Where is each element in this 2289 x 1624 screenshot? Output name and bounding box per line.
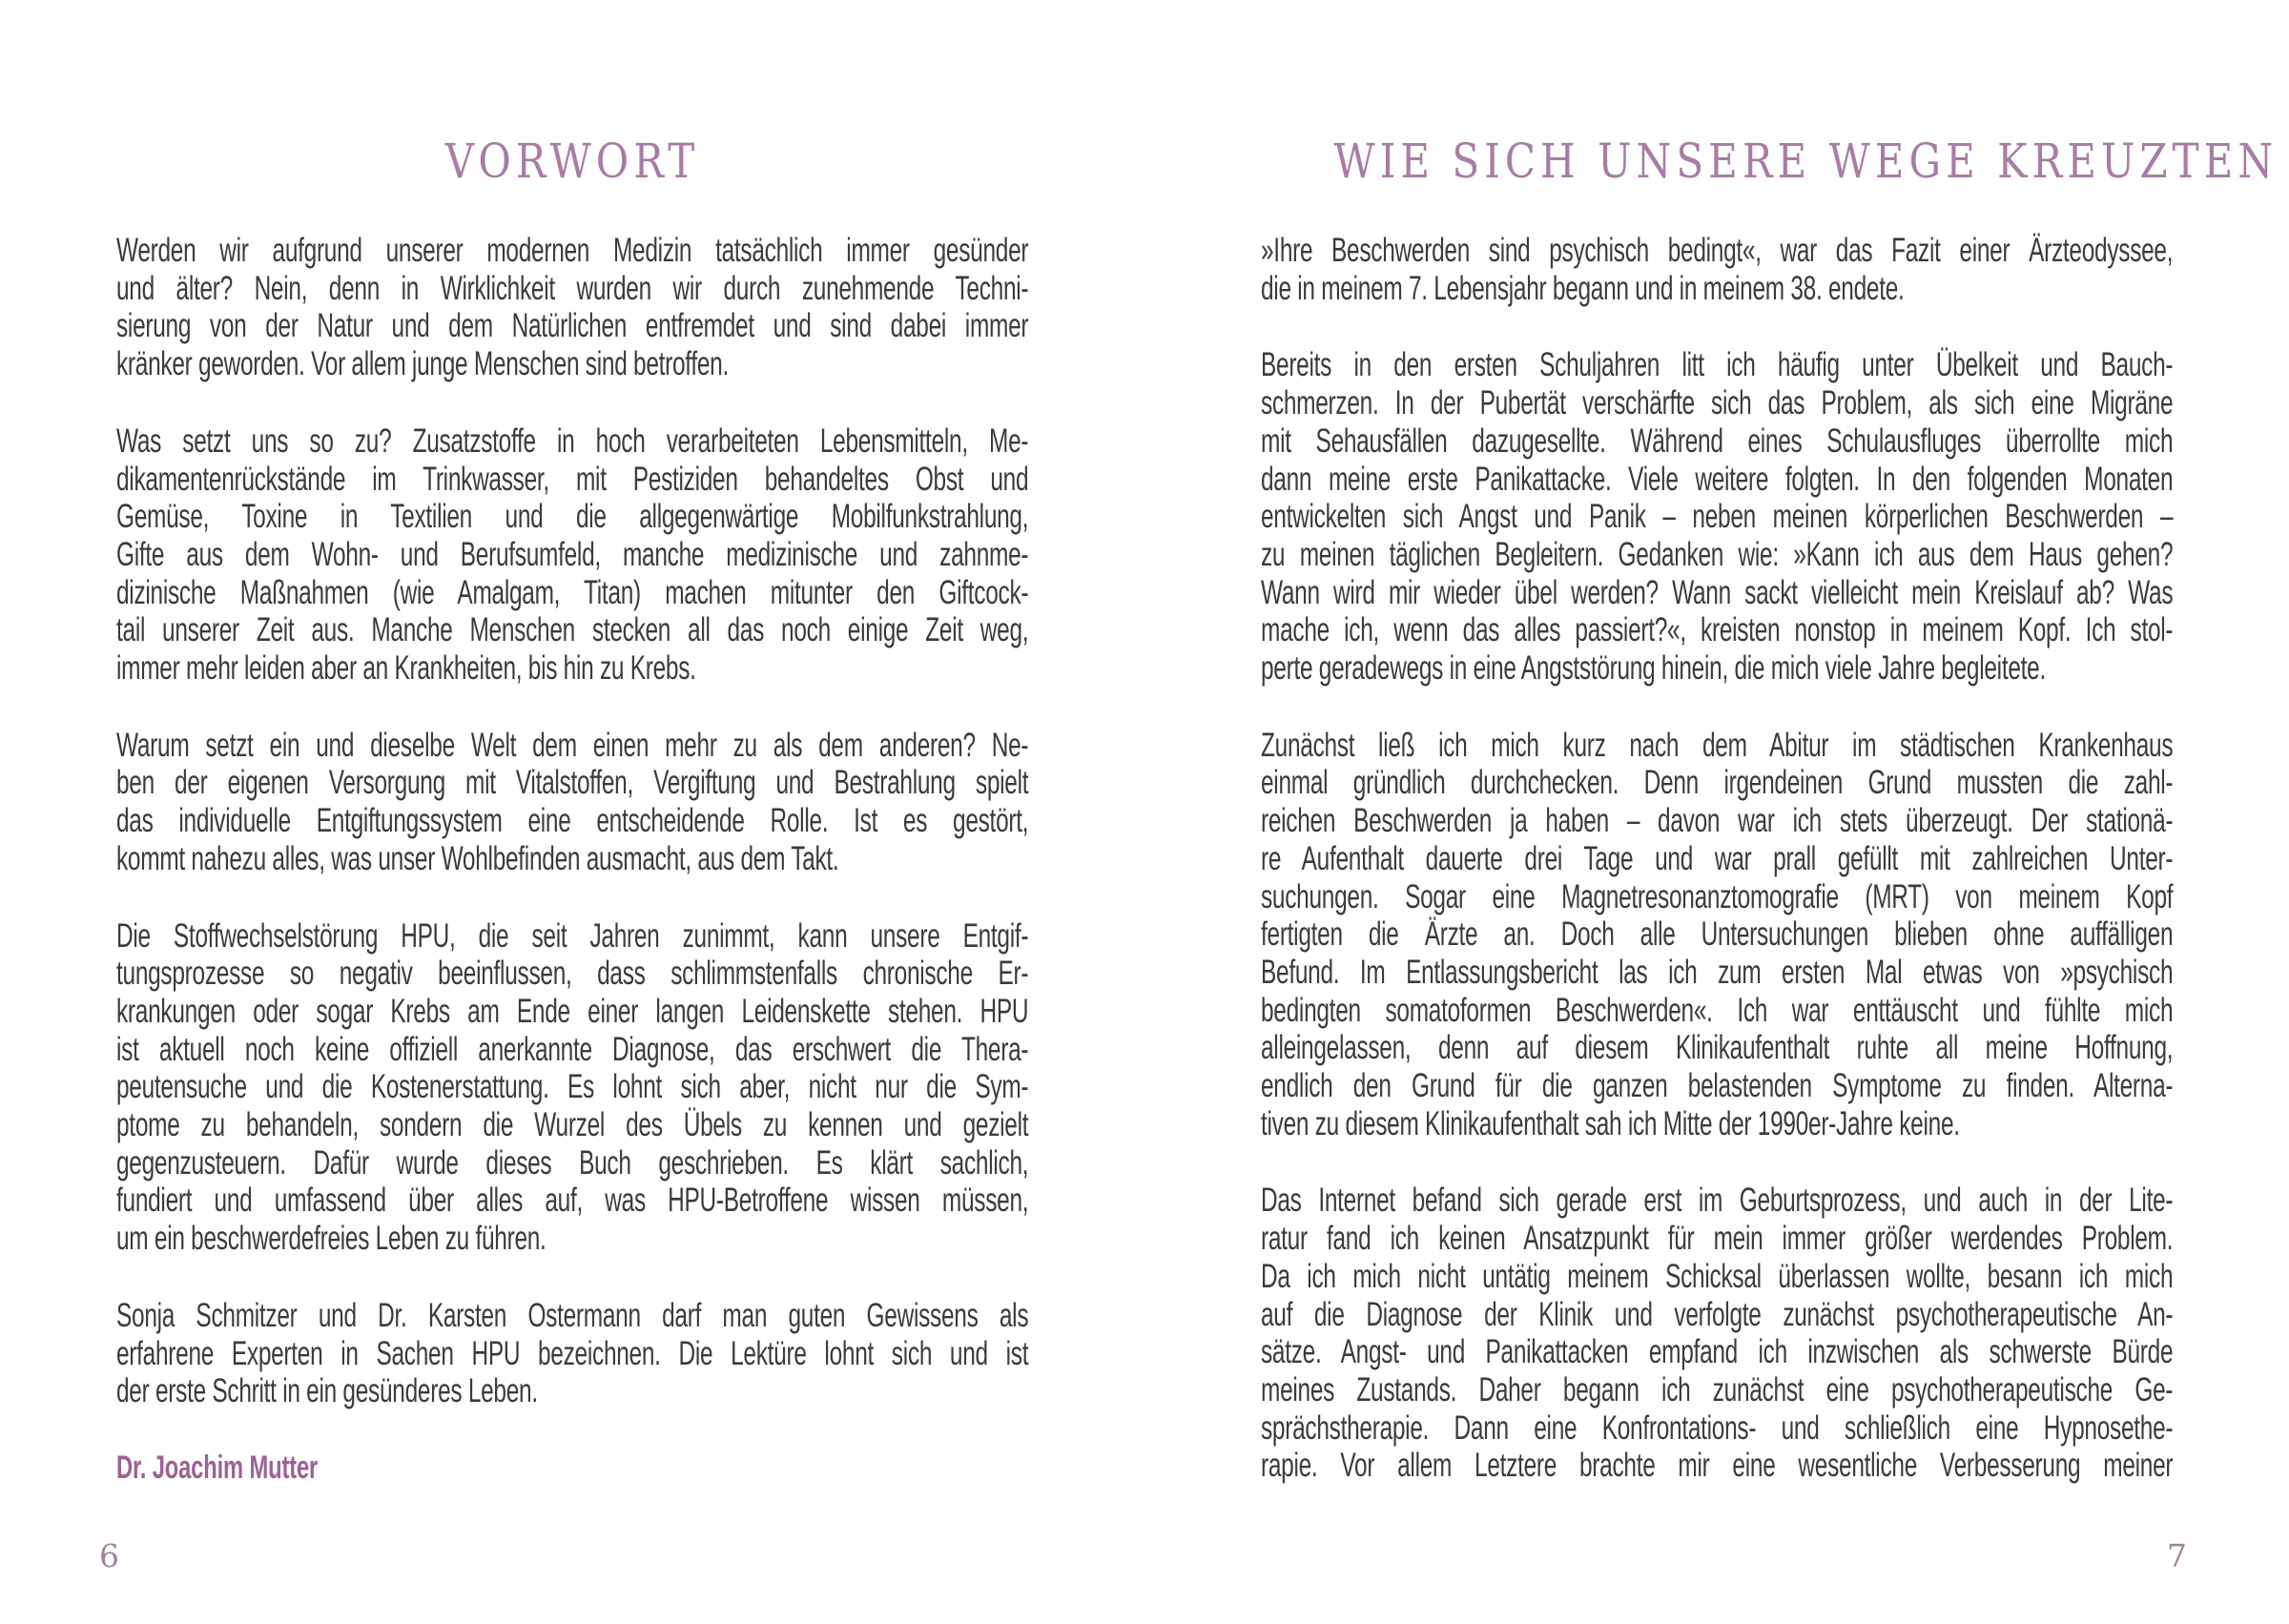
text-line: alleingelassen, denn auf diesem Klinikaufenthalt ruhte all meine Hoffnung,	[1261, 1029, 2174, 1067]
page-number-right: 7	[2167, 1537, 2187, 1574]
paragraph	[1261, 346, 2173, 687]
text-line: dann meine erste Panikattacke. Viele weitere folgten. In den folgenden Monaten	[1261, 460, 2174, 498]
text-line: suchungen. Sogar eine Magnetresonanztomografie (MRT) von meinem Kopf	[1261, 877, 2174, 915]
text-line: rapie. Vor allem Letztere brachte mir eine wesentliche Verbesserung meiner	[1261, 1447, 2174, 1485]
paragraph	[1261, 232, 2173, 307]
text-line: immer mehr leiden aber an Krankheiten, bis hin zu Krebs.	[116, 649, 696, 688]
text-line: Sonja Schmitzer und Dr. Karsten Ostermann darf man guten Gewissens als	[116, 1296, 1029, 1334]
paragraph	[116, 727, 1028, 878]
text-line: Gifte aus dem Wohn- und Berufsumfeld, manche medizinische und zahnme-	[116, 535, 1029, 573]
text-line: ptome zu behandeln, sondern die Wurzel des Übels zu kennen und gezielt	[116, 1106, 1029, 1144]
text-line: perte geradewegs in eine Angststörung hinein, die mich viele Jahre begleitete.	[1261, 649, 2046, 688]
text-line: ist aktuell noch keine offiziell anerkannte Diagnose, das erschwert die Thera-	[116, 1030, 1029, 1068]
text-line: zu meinen täglichen Begleitern. Gedanken wie: »Kann ich aus dem Haus gehen?	[1261, 535, 2174, 573]
text-line: kommt nahezu alles, was unser Wohlbefinden ausmacht, aus dem Takt.	[116, 839, 839, 877]
text-line: Das Internet befand sich gerade erst im Geburtsprozess, und auch in der Lite-	[1261, 1182, 2174, 1220]
text-line: sätze. Angst- und Panikattacken empfand ich inzwischen als schwerste Bürde	[1261, 1333, 2174, 1371]
paragraph	[1261, 1182, 2173, 1485]
text-line: bedingten somatoformen Beschwerden«. Ich war enttäuscht und fühlte mich	[1261, 991, 2174, 1029]
paragraph	[116, 917, 1028, 1258]
text-line: tungsprozesse so negativ beeinflussen, dass schlimmstenfalls chronische Er-	[116, 955, 1029, 993]
text-line: Die Stoffwechselstörung HPU, die seit Jahren zunimmt, kann unsere Entgif-	[116, 916, 1029, 955]
text-line: mache ich, wenn das alles passiert?«, kreisten nonstop in meinem Kopf. Ich stol-	[1261, 611, 2174, 649]
text-line: der erste Schritt in ein gesünderes Leben.	[116, 1372, 538, 1410]
text-line: ratur fand ich keinen Ansatzpunkt für mein immer größer werdendes Problem.	[1261, 1220, 2174, 1258]
text-line: gegenzusteuern. Dafür wurde dieses Buch geschrieben. Es klärt sachlich,	[116, 1143, 1029, 1182]
text-line: fundiert und umfassend über alles auf, was HPU-Betroffene wissen müssen,	[116, 1182, 1029, 1220]
right-body-text	[1261, 232, 2173, 1524]
right-chapter-title: WIE SICH UNSERE WEGE KREUZTEN	[1333, 134, 2279, 189]
text-line: Zunächst ließ ich mich kurz nach dem Abitur im städtischen Krankenhaus	[1261, 726, 2174, 764]
text-line: das individuelle Entgiftungssystem eine entscheidende Rolle. Ist es gestört,	[116, 802, 1029, 840]
text-line: »Ihre Beschwerden sind psychisch bedingt«, war das Fazit einer Ärzteodyssee,	[1261, 232, 2174, 269]
text-line: ben der eigenen Versorgung mit Vitalstoffen, Vergiftung und Bestrahlung spielt	[116, 764, 1029, 802]
text-line: und älter? Nein, denn in Wirklichkeit wurden wir durch zunehmende Techni-	[116, 269, 1029, 307]
paragraph	[116, 232, 1028, 383]
text-line: schmerzen. In der Pubertät verschärfte sich das Problem, als sich eine Migräne	[1261, 384, 2174, 422]
paragraph	[1261, 727, 2173, 1143]
text-line: tail unserer Zeit aus. Manche Menschen stecken all das noch einige Zeit weg,	[116, 611, 1029, 649]
text-line: einmal gründlich durchchecken. Denn irgendeinen Grund mussten die zahl-	[1261, 764, 2174, 802]
text-line: Gemüse, Toxine in Textilien und die allgegenwärtige Mobilfunkstrahlung,	[116, 498, 1029, 536]
author-signature: Dr. Joachim Mutter	[116, 1449, 319, 1486]
text-line: sprächstherapie. Dann eine Konfrontations- und schließlich eine Hypnosethe-	[1261, 1408, 2174, 1447]
left-body-text	[116, 232, 1028, 1488]
text-line: dizinische Maßnahmen (wie Amalgam, Titan) machen mitunter den Giftcock-	[116, 573, 1029, 611]
paragraph	[116, 422, 1028, 688]
text-line: Bereits in den ersten Schuljahren litt ich häufig unter Übelkeit und Bauch-	[1261, 346, 2174, 384]
text-line: Was setzt uns so zu? Zusatzstoffe in hoch verarbeiteten Lebensmitteln, Me-	[116, 421, 1029, 460]
left-chapter-title: VORWORT	[444, 134, 700, 189]
text-line: peutensuche und die Kostenerstattung. Es lohnt sich aber, nicht nur die Sym-	[116, 1068, 1029, 1106]
text-line: sierung von der Natur und dem Natürlichen entfremdet und sind dabei immer	[116, 307, 1029, 345]
text-line: meines Zustands. Daher begann ich zunächst eine psychotherapeutische Ge-	[1261, 1370, 2174, 1408]
text-line: erfahrene Experten in Sachen HPU bezeichnen. Die Lektüre lohnt sich und ist	[116, 1334, 1029, 1372]
text-line: reichen Beschwerden ja haben – davon war ich stets überzeugt. Der stationä-	[1261, 802, 2174, 840]
text-line: dikamentenrückstände im Trinkwasser, mit Pestiziden behandeltes Obst und	[116, 460, 1029, 498]
text-line: mit Sehausfällen dazugesellte. Während eines Schulausfluges überrollte mich	[1261, 421, 2174, 460]
text-line: entwickelten sich Angst und Panik – neben meinen körperlichen Beschwerden –	[1261, 498, 2174, 536]
text-line: Warum setzt ein und dieselbe Welt dem einen mehr zu als dem anderen? Ne-	[116, 726, 1029, 764]
text-line: kränker geworden. Vor allem junge Menschen sind betroffen.	[116, 345, 730, 383]
text-line: Werden wir aufgrund unserer modernen Medizin tatsächlich immer gesünder	[116, 232, 1029, 269]
text-line: Befund. Im Entlassungsbericht las ich zum ersten Mal etwas von »psychisch	[1261, 953, 2174, 991]
page-number-left: 6	[99, 1537, 119, 1574]
text-line: Wann wird mir wieder übel werden? Wann sackt vielleicht mein Kreislauf ab? Was	[1261, 573, 2174, 611]
text-line: auf die Diagnose der Klinik und verfolgte zunächst psychotherapeutische An-	[1261, 1295, 2174, 1333]
text-line: re Aufenthalt dauerte drei Tage und war prall gefüllt mit zahlreichen Unter-	[1261, 839, 2174, 877]
text-line: die in meinem 7. Lebensjahr begann und in meinem 38. endete.	[1261, 269, 1905, 307]
text-line: endlich den Grund für die ganzen belastenden Symptome zu finden. Alterna-	[1261, 1067, 2174, 1105]
text-line: tiven zu diesem Klinikaufenthalt sah ich Mitte der 1990er-Jahre keine.	[1261, 1104, 1960, 1142]
text-line: fertigten die Ärzte an. Doch alle Untersuchungen blieben ohne auffälligen	[1261, 915, 2174, 954]
text-line: Da ich mich nicht untätig meinem Schicksal überlassen wollte, besann ich mich	[1261, 1257, 2174, 1295]
text-line: um ein beschwerdefreies Leben zu führen.	[116, 1220, 546, 1258]
paragraph	[116, 1297, 1028, 1410]
text-line: krankungen oder sogar Krebs am Ende einer langen Leidenskette stehen. HPU	[116, 992, 1029, 1030]
